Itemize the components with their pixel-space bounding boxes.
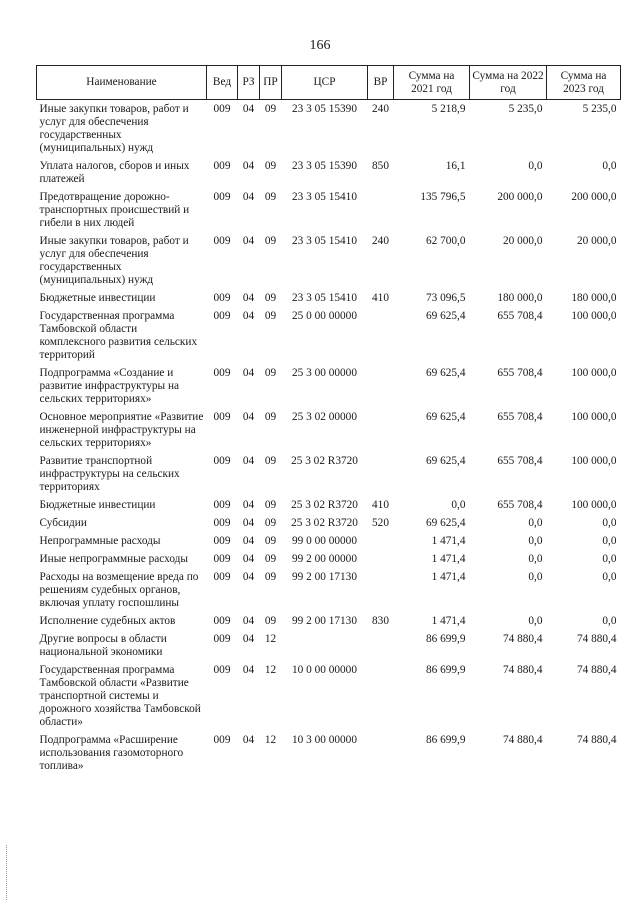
row-sum-2021: 69 625,4 <box>425 310 466 322</box>
row-rz: 04 <box>242 235 255 247</box>
row-ved: 009 <box>213 499 231 511</box>
row-name: Государственная программа Тамбовской области комплексного развития сельских территорий <box>39 310 198 361</box>
row-sum-2023: 74 880,4 <box>576 734 617 746</box>
row-ved: 009 <box>213 517 231 529</box>
row-vr: 520 <box>372 517 389 529</box>
row-pr: 09 <box>264 191 277 203</box>
row-csr: 10 0 00 00000 <box>292 664 357 676</box>
row-sum-2022: 655 708,4 <box>497 499 543 511</box>
row-sum-2021: 69 625,4 <box>425 411 466 423</box>
row-vr <box>368 191 394 235</box>
row-sum-2022: 0,0 <box>528 535 543 547</box>
row-csr: 99 2 00 00000 <box>292 553 357 565</box>
row-rz: 04 <box>242 535 255 547</box>
row-rz: 04 <box>242 367 255 379</box>
row-sum-2022: 5 235,0 <box>508 103 543 115</box>
row-csr: 25 3 00 00000 <box>292 367 357 379</box>
row-name: Развитие транспортной инфраструктуры на сельских территориях <box>39 455 180 493</box>
row-sum-2023: 74 880,4 <box>576 664 617 676</box>
row-csr: 99 2 00 17130 <box>292 615 357 627</box>
row-vr: 240 <box>372 103 389 115</box>
row-pr: 09 <box>264 535 277 547</box>
row-ved: 009 <box>213 571 231 583</box>
row-sum-2023: 0,0 <box>602 517 617 529</box>
row-pr: 09 <box>264 292 277 304</box>
row-sum-2022: 200 000,0 <box>497 191 543 203</box>
row-name: Подпрограмма «Расширение использования газомоторного топлива» <box>39 734 184 772</box>
row-sum-2022: 655 708,4 <box>497 310 543 322</box>
row-vr: 410 <box>372 499 389 511</box>
row-name: Субсидии <box>39 517 87 529</box>
row-sum-2021: 1 471,4 <box>431 553 466 565</box>
table-row <box>37 734 621 778</box>
row-csr: 25 3 02 R3720 <box>291 517 358 529</box>
row-sum-2022: 74 880,4 <box>502 734 543 746</box>
row-pr: 09 <box>264 615 277 627</box>
row-name: Другие вопросы в области национальной экономики <box>39 633 167 658</box>
row-sum-2022: 0,0 <box>528 615 543 627</box>
header-name: Наименование <box>37 66 207 100</box>
row-pr: 09 <box>264 455 277 467</box>
row-vr <box>368 633 394 664</box>
row-sum-2021: 135 796,5 <box>420 191 466 203</box>
row-rz: 04 <box>242 103 255 115</box>
header-sum-2021: Сумма на 2021 год <box>394 66 470 100</box>
header-ved: Вед <box>207 66 238 100</box>
row-rz: 04 <box>242 310 255 322</box>
row-pr: 09 <box>264 553 277 565</box>
row-csr: 25 3 02 00000 <box>292 411 357 423</box>
row-sum-2021: 73 096,5 <box>425 292 466 304</box>
row-pr: 12 <box>264 734 277 746</box>
row-sum-2021: 86 699,9 <box>425 734 466 746</box>
row-pr: 09 <box>264 367 277 379</box>
row-name: Предотвращение дорожно-транспортных происшествий и гибели в них людей <box>39 191 190 229</box>
header-sum-2023: Сумма на 2023 год <box>547 66 621 100</box>
row-pr: 09 <box>264 160 277 172</box>
table-row <box>37 615 621 633</box>
row-csr: 99 0 00 00000 <box>292 535 357 547</box>
table-row <box>37 455 621 499</box>
row-sum-2022: 0,0 <box>528 553 543 565</box>
table-row <box>37 235 621 292</box>
row-vr <box>368 734 394 778</box>
row-csr: 23 3 05 15410 <box>292 292 357 304</box>
table-row <box>37 571 621 615</box>
row-vr <box>368 411 394 455</box>
row-sum-2021: 5 218,9 <box>431 103 466 115</box>
row-ved: 009 <box>213 411 231 423</box>
row-rz: 04 <box>242 191 255 203</box>
row-vr <box>368 553 394 571</box>
row-pr: 09 <box>264 571 277 583</box>
row-ved: 009 <box>213 734 231 746</box>
row-sum-2023: 74 880,4 <box>576 633 617 645</box>
row-name: Основное мероприятие «Развитие инженерной инфраструктуры на сельских территориях» <box>39 411 204 449</box>
row-ved: 009 <box>213 103 231 115</box>
header-vr: ВР <box>368 66 394 100</box>
row-name: Государственная программа Тамбовской области «Развитие транспортной системы и дорожного хозяйства Тамбовской области» <box>39 664 201 728</box>
row-vr <box>368 535 394 553</box>
row-sum-2022: 0,0 <box>528 517 543 529</box>
row-csr: 23 3 05 15410 <box>292 235 357 247</box>
row-name: Уплата налогов, сборов и иных платежей <box>39 160 190 185</box>
table-row <box>37 664 621 734</box>
row-sum-2023: 0,0 <box>602 553 617 565</box>
row-csr: 10 3 00 00000 <box>292 734 357 746</box>
row-sum-2021: 69 625,4 <box>425 455 466 467</box>
row-sum-2023: 100 000,0 <box>571 499 617 511</box>
row-pr: 09 <box>264 411 277 423</box>
row-sum-2023: 100 000,0 <box>571 367 617 379</box>
row-sum-2021: 86 699,9 <box>425 633 466 645</box>
row-ved: 009 <box>213 367 231 379</box>
page-number: 166 <box>309 38 331 53</box>
row-vr <box>368 367 394 411</box>
row-vr: 240 <box>372 235 389 247</box>
row-pr: 12 <box>264 664 277 676</box>
row-ved: 009 <box>213 535 231 547</box>
row-sum-2021: 69 625,4 <box>425 367 466 379</box>
row-sum-2022: 655 708,4 <box>497 455 543 467</box>
row-sum-2021: 1 471,4 <box>431 535 466 547</box>
header-rz: РЗ <box>238 66 260 100</box>
row-sum-2022: 0,0 <box>528 571 543 583</box>
row-rz: 04 <box>242 160 255 172</box>
row-sum-2023: 20 000,0 <box>576 235 617 247</box>
row-sum-2022: 20 000,0 <box>502 235 543 247</box>
row-ved: 009 <box>213 615 231 627</box>
row-vr: 850 <box>372 160 389 172</box>
row-sum-2023: 100 000,0 <box>571 310 617 322</box>
row-name: Иные непрограммные расходы <box>39 553 189 565</box>
table-row <box>37 292 621 310</box>
row-csr: 25 0 00 00000 <box>292 310 357 322</box>
row-ved: 009 <box>213 310 231 322</box>
row-sum-2021: 16,1 <box>445 160 466 172</box>
row-csr: 25 3 02 R3720 <box>291 455 358 467</box>
row-sum-2023: 0,0 <box>602 535 617 547</box>
row-sum-2021: 86 699,9 <box>425 664 466 676</box>
header-csr: ЦСР <box>282 66 368 100</box>
row-rz: 04 <box>242 517 255 529</box>
table-row <box>37 411 621 455</box>
row-sum-2022: 655 708,4 <box>497 367 543 379</box>
row-name: Иные закупки товаров, работ и услуг для обеспечения государственных (муниципальных) нужд <box>39 103 189 154</box>
table-row <box>37 553 621 571</box>
row-name: Подпрограмма «Создание и развитие инфраструктуры на сельских территориях» <box>39 367 180 405</box>
row-vr: 410 <box>372 292 389 304</box>
row-sum-2021: 62 700,0 <box>425 235 466 247</box>
row-pr: 09 <box>264 235 277 247</box>
row-name: Расходы на возмещение вреда по решениям судебных органов, включая уплату госпошлины <box>39 571 199 609</box>
header-pr: ПР <box>260 66 282 100</box>
row-rz: 04 <box>242 553 255 565</box>
row-csr: 23 3 05 15390 <box>292 160 357 172</box>
row-ved: 009 <box>213 553 231 565</box>
table-row <box>37 633 621 664</box>
table-header-row <box>37 66 621 100</box>
table-row <box>37 100 621 161</box>
row-vr <box>368 571 394 615</box>
table-row <box>37 367 621 411</box>
table-row <box>37 499 621 517</box>
row-csr: 25 3 02 R3720 <box>291 499 358 511</box>
row-sum-2023: 5 235,0 <box>582 103 617 115</box>
row-pr: 12 <box>264 633 277 645</box>
row-ved: 009 <box>213 664 231 676</box>
row-pr: 09 <box>264 103 277 115</box>
row-vr <box>368 664 394 734</box>
row-sum-2022: 0,0 <box>528 160 543 172</box>
row-ved: 009 <box>213 235 231 247</box>
row-ved: 009 <box>213 455 231 467</box>
row-vr: 830 <box>372 615 389 627</box>
row-sum-2021: 0,0 <box>451 499 466 511</box>
row-sum-2021: 69 625,4 <box>425 517 466 529</box>
row-name: Иные закупки товаров, работ и услуг для обеспечения государственных (муниципальных) нужд <box>39 235 189 286</box>
row-ved: 009 <box>213 633 231 645</box>
row-sum-2023: 100 000,0 <box>571 411 617 423</box>
row-ved: 009 <box>213 292 231 304</box>
row-sum-2023: 200 000,0 <box>571 191 617 203</box>
row-sum-2023: 0,0 <box>602 571 617 583</box>
row-rz: 04 <box>242 615 255 627</box>
row-vr <box>368 455 394 499</box>
row-rz: 04 <box>242 411 255 423</box>
row-rz: 04 <box>242 455 255 467</box>
row-pr: 09 <box>264 499 277 511</box>
row-csr: 99 2 00 17130 <box>292 571 357 583</box>
row-ved: 009 <box>213 160 231 172</box>
row-name: Бюджетные инвестиции <box>39 499 156 511</box>
row-rz: 04 <box>242 292 255 304</box>
row-sum-2023: 0,0 <box>602 160 617 172</box>
row-name: Бюджетные инвестиции <box>39 292 156 304</box>
scan-edge-mark <box>6 845 8 900</box>
row-name: Исполнение судебных актов <box>39 615 176 627</box>
row-sum-2023: 180 000,0 <box>571 292 617 304</box>
row-vr <box>368 310 394 367</box>
row-rz: 04 <box>242 664 255 676</box>
row-pr: 09 <box>264 517 277 529</box>
row-sum-2023: 0,0 <box>602 615 617 627</box>
row-pr: 09 <box>264 310 277 322</box>
header-sum-2022: Сумма на 2022 год <box>470 66 547 100</box>
table-row <box>37 191 621 235</box>
row-sum-2021: 1 471,4 <box>431 571 466 583</box>
row-sum-2021: 1 471,4 <box>431 615 466 627</box>
row-name: Непрограммные расходы <box>39 535 161 547</box>
row-csr: 23 3 05 15390 <box>292 103 357 115</box>
row-rz: 04 <box>242 633 255 645</box>
row-sum-2022: 180 000,0 <box>497 292 543 304</box>
row-rz: 04 <box>242 571 255 583</box>
row-rz: 04 <box>242 734 255 746</box>
row-csr <box>282 633 368 664</box>
row-rz: 04 <box>242 499 255 511</box>
row-sum-2022: 655 708,4 <box>497 411 543 423</box>
table-row <box>37 310 621 367</box>
row-ved: 009 <box>213 191 231 203</box>
row-sum-2022: 74 880,4 <box>502 664 543 676</box>
row-sum-2023: 100 000,0 <box>571 455 617 467</box>
table-row <box>37 517 621 535</box>
table-row <box>37 535 621 553</box>
row-sum-2022: 74 880,4 <box>502 633 543 645</box>
budget-table <box>36 65 621 778</box>
row-csr: 23 3 05 15410 <box>292 191 357 203</box>
table-row <box>37 160 621 191</box>
